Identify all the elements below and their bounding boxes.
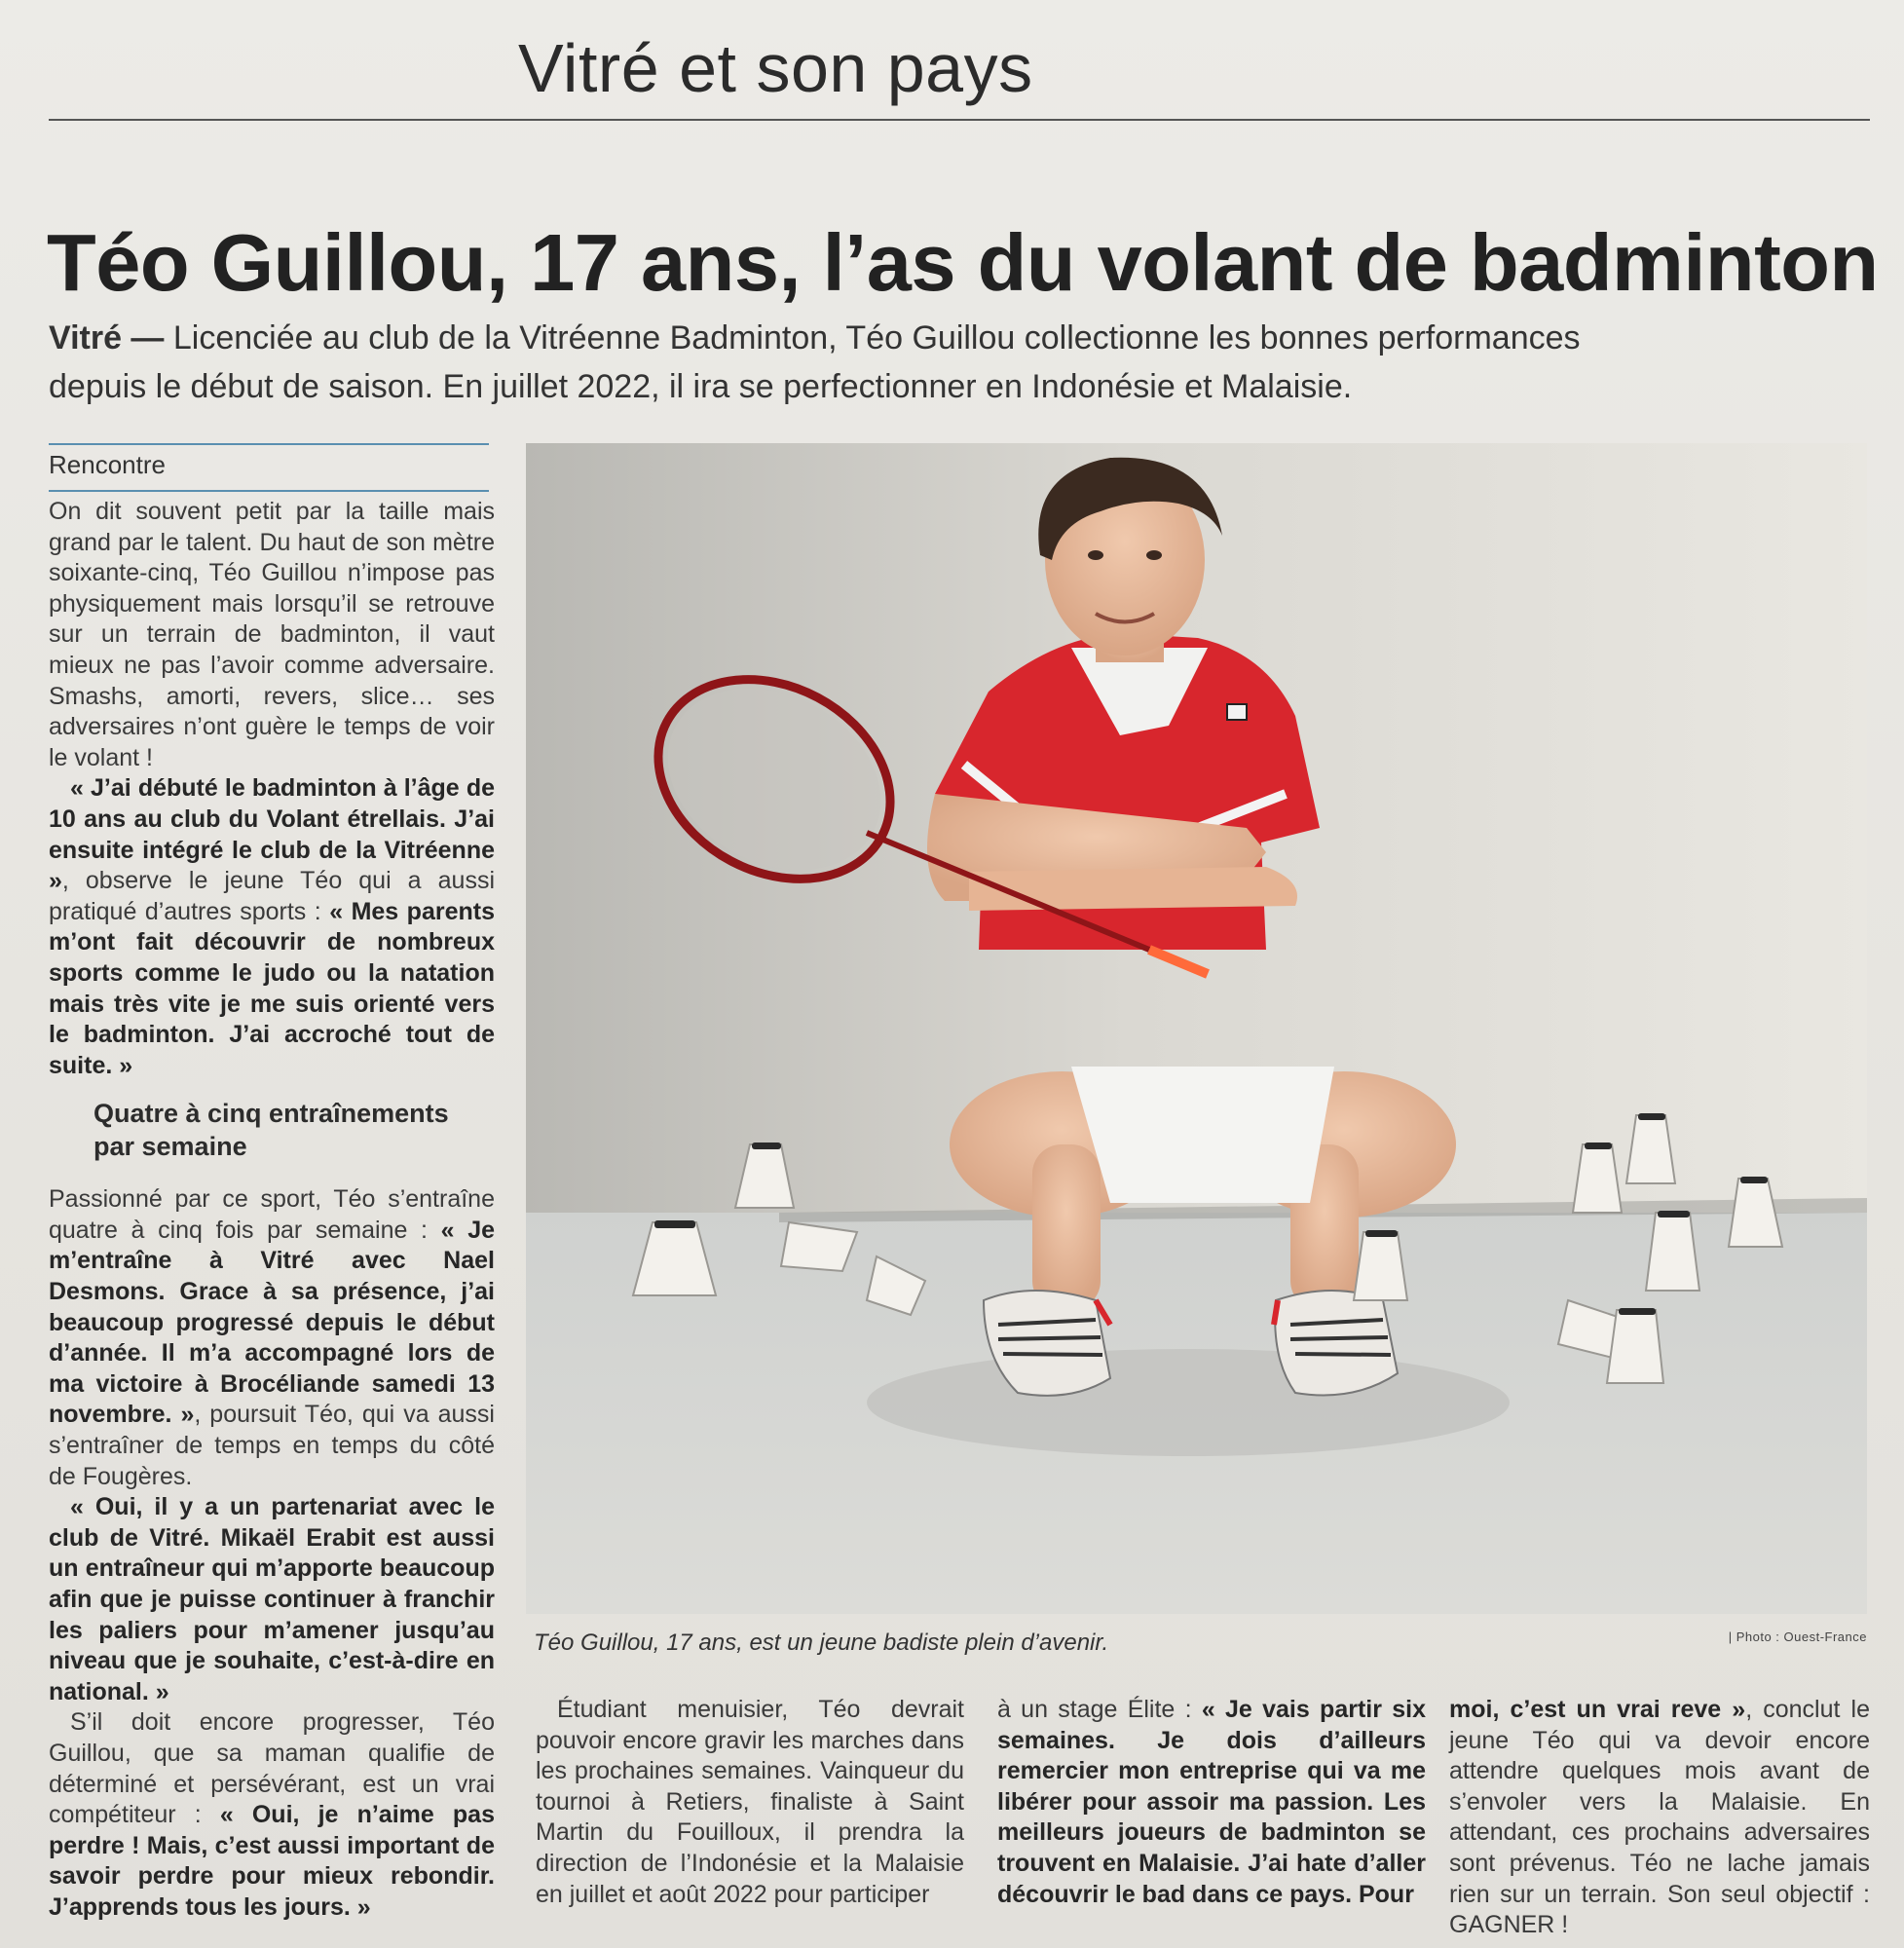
subheading: Quatre à cinq entraînements par semaine <box>93 1099 449 1162</box>
section-title: Vitré et son pays <box>518 30 1033 106</box>
body-text: , poursuit Téo, qui va aussi s’entraîner de temps en temps du côté de Fougères. <box>49 1401 495 1490</box>
quote-text: « Oui, je n’aime pas perdre ! Mais, c’est aussi important de savoir perdre pour mieux rebondir. J’apprends tous les jours. » <box>49 1801 495 1921</box>
player-photo <box>526 443 1867 1614</box>
paragraph-stage <box>997 1695 1426 1910</box>
quote-text: moi, c’est un vrai reve » <box>1449 1696 1746 1723</box>
photo-caption: Téo Guillou, 17 ans, est un jeune badiste plein d’avenir. <box>534 1630 1109 1656</box>
quote-text: « Je m’entraîne à Vitré avec Nael Desmons. Grace à sa présence, j’ai beaucoup progressé depuis le début d’année. Il m’a accompagné lors de ma victoire à Brocéliande samedi 13 novembre. » <box>49 1216 495 1429</box>
paragraph-intro: On dit souvent petit par la taille mais grand par le talent. Du haut de son mètre soixante-cinq, Téo Guillou n’impose pas physiquement mais lorsqu’il se retrouve sur un terrain de badminton, il vaut mieux ne pas l’avoir comme adversaire. Smashs, amorti, revers, slice… ses adversaires n’ont guère le temps de voir le volant ! <box>49 498 495 771</box>
body-text: à un stage Élite : <box>997 1696 1202 1723</box>
lede <box>49 314 1626 411</box>
body-text: Passionné par ce sport, Téo s’entraîne quatre à cinq fois par semaine : <box>49 1185 495 1244</box>
article-column-left <box>49 497 495 1924</box>
paragraph-training <box>49 1184 495 1492</box>
paragraph-conclusion <box>1449 1695 1870 1941</box>
article-column-2 <box>536 1695 964 1910</box>
paragraph-quote-start <box>49 773 495 1081</box>
body-text: S’il doit encore progresser, Téo Guillou, que sa maman qualifie de déterminé et persévérant, est un vrai compétiteur : <box>49 1708 495 1829</box>
headline: Téo Guillou, 17 ans, l’as du volant de badminton <box>47 217 1879 308</box>
body-text: , observe le jeune Téo qui a aussi pratiqué d’autres sports : <box>49 867 495 925</box>
lede-text: Licenciée au club de la Vitréenne Badminton, Téo Guillou collectionne les bonnes performances depuis le début de saison. En juillet 2022, il ira se perfectionner en Indonésie et Malaisie. <box>49 319 1581 405</box>
article-column-4 <box>1449 1695 1870 1941</box>
photo-credit: | Photo : Ouest-France <box>1728 1630 1867 1644</box>
body-text: , conclut le jeune Téo qui va devoir encore attendre quelques mois avant de s’envoler vers la Malaisie. En attendant, ces prochains adversaires sont prévenus. Téo ne lache jamais rien sur un terrain. Son seul objectif : GAGNER ! <box>1449 1696 1870 1939</box>
quote-text: « Oui, il y a un partenariat avec le club de Vitré. Mikaël Erabit est aussi un entraîneur qui m’apporte beaucoup afin que je puisse continuer à franchir les paliers pour m’amener jusqu’au niveau que je souhaite, c’est-à-dire en national. » <box>49 1493 495 1705</box>
paragraph-competitor <box>49 1707 495 1923</box>
photo-illustration <box>526 443 1867 1614</box>
article-column-3 <box>997 1695 1426 1910</box>
section-divider <box>49 119 1870 121</box>
body-text: Étudiant menuisier, Téo devrait pouvoir encore gravir les marches dans les prochaines semaines. Vainqueur du tournoi à Retiers, finaliste à Saint Martin du Fouilloux, il prendra la direction de l’Indonésie et la Malaisie en juillet et août 2022 pour participer <box>536 1696 964 1908</box>
kicker-rule-top <box>49 443 489 445</box>
kicker-label: Rencontre <box>49 450 166 479</box>
kicker-rule-bottom <box>49 490 489 492</box>
quote-text: « Mes parents m’ont fait découvrir de nombreux sports comme le judo ou la natation mais très vite je me suis orienté vers le badminton. J’ai accroché tout de suite. » <box>49 897 495 1079</box>
lede-dateline: Vitré — <box>49 319 165 356</box>
quote-text: « J’ai débuté le badminton à l’âge de 10 ans au club du Volant étrellais. J’ai ensuite intégré le club de la Vitréenne » <box>49 774 495 895</box>
paragraph-partnership <box>49 1492 495 1707</box>
quote-text: « Je vais partir six semaines. Je dois d’ailleurs remercier mon entreprise qui va me libérer pour assoir ma passion. Les meilleurs joueurs de badminton se trouvent en Malaisie. J’ai hate d’aller découvrir le bad dans ce pays. Pour <box>997 1696 1426 1908</box>
